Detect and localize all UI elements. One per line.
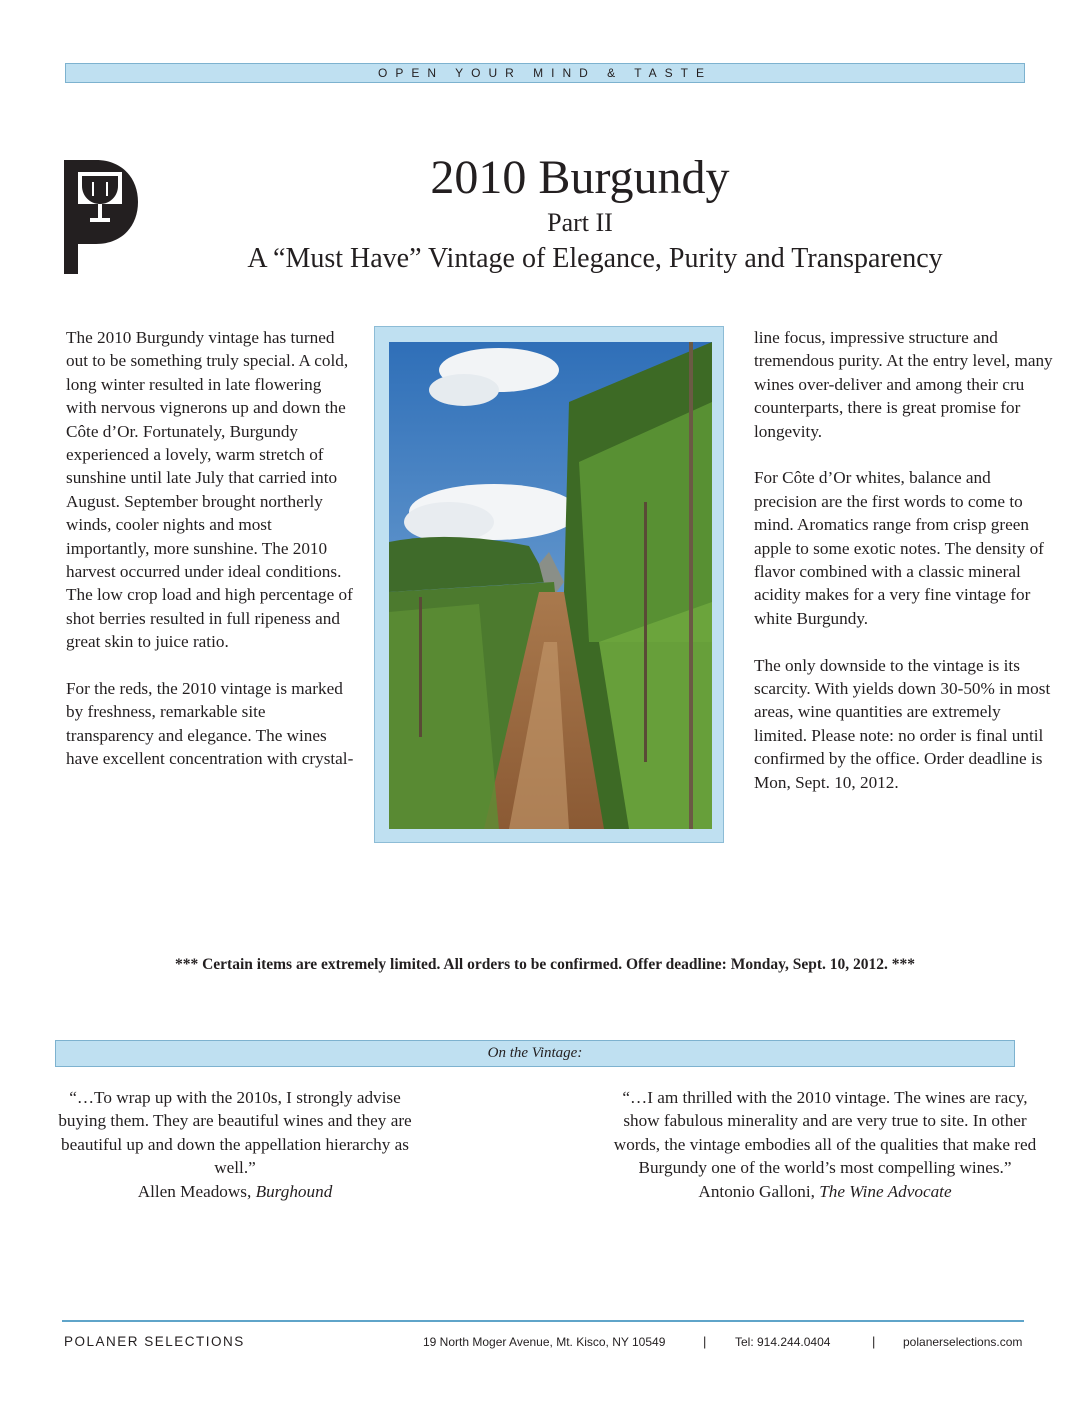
page-part: Part II	[547, 208, 613, 237]
quote-galloni	[605, 1086, 1045, 1203]
footer-divider	[62, 1320, 1024, 1322]
quote-text: “…To wrap up with the 2010s, I strongly advise buying them. They are beautiful wines and they are beautiful up and down the appellation hierarchy as well.”	[58, 1088, 412, 1178]
footer-address: 19 North Moger Avenue, Mt. Kisco, NY 10549	[423, 1335, 666, 1349]
footer-separator: |	[703, 1334, 707, 1349]
page-subtitle: A “Must Have” Vintage of Elegance, Purity and Transparency	[247, 243, 943, 274]
quote-source: The Wine Advocate	[819, 1181, 952, 1201]
tagline-text: OPEN YOUR MIND & TASTE	[377, 66, 713, 80]
quote-attribution	[55, 1180, 415, 1203]
paragraph: For Côte d’Or whites, balance and precision are the first words to come to mind. Aromatics range from crisp green apple to some exotic notes. The density of flavor combined with a classic mineral acidity makes for a very fine vintage for white Burgundy.	[754, 468, 1044, 628]
paragraph: The only downside to the vintage is its scarcity. With yields down 30-50% in most areas, wine quantities are extremely limited. Please note: no order is final until confirmed by the office. Order deadline is Mon, Sept. 10, 2012.	[754, 655, 1051, 792]
order-notice: *** Certain items are extremely limited. All orders to be confirmed. Offer deadline: Monday, Sept. 10, 2012. ***	[174, 956, 915, 973]
quote-author: Allen Meadows,	[137, 1181, 252, 1201]
vintage-section-heading	[55, 1040, 1015, 1067]
footer-brand: POLANER SELECTIONS	[64, 1334, 245, 1349]
footer-phone: Tel: 914.244.0404	[735, 1335, 831, 1349]
right-column	[754, 326, 1054, 817]
paragraph: line focus, impressive structure and tremendous purity. At the entry level, many wines over-deliver and among their cru counterparts, there is great promise for longevity.	[754, 328, 1053, 441]
tagline-banner	[65, 63, 1025, 83]
page-title: 2010 Burgundy	[430, 151, 730, 204]
paragraph: The 2010 Burgundy vintage has turned out to be something truly special. A cold, long winter resulted in late flowering with nervous vignerons up and down the Côte d’Or. Fortunately, Burgundy experienced a lovely, warm stretch of sunshine until late July that carried into August. September brought northerly winds, cooler nights and most importantly, more sunshine. The 2010 harvest occurred under ideal conditions. The low crop load and high percentage of shot berries resulted in full ripeness and great skin to juice ratio.	[66, 328, 353, 652]
left-column	[66, 326, 356, 794]
paragraph: For the reds, the 2010 vintage is marked by freshness, remarkable site transparency and elegance. The wines have excellent concentration with crystal-	[66, 679, 354, 769]
vineyard-photo	[389, 342, 712, 829]
quote-source: Burghound	[255, 1181, 333, 1201]
quote-meadows	[55, 1086, 415, 1203]
vintage-heading-text: On the Vintage:	[487, 1045, 583, 1061]
footer-website[interactable]: polanerselections.com	[903, 1335, 1023, 1349]
footer-separator: |	[872, 1334, 876, 1349]
quote-text: “…I am thrilled with the 2010 vintage. The wines are racy, show fabulous minerality and are very true to site. In other words, the vintage embodies all of the qualities that make red Burgundy one of the world’s most compelling wines.”	[613, 1088, 1037, 1178]
polaner-logo	[64, 160, 138, 274]
quote-author: Antonio Galloni,	[698, 1181, 815, 1201]
quote-attribution	[605, 1180, 1045, 1203]
vineyard-photo-frame	[374, 326, 724, 843]
